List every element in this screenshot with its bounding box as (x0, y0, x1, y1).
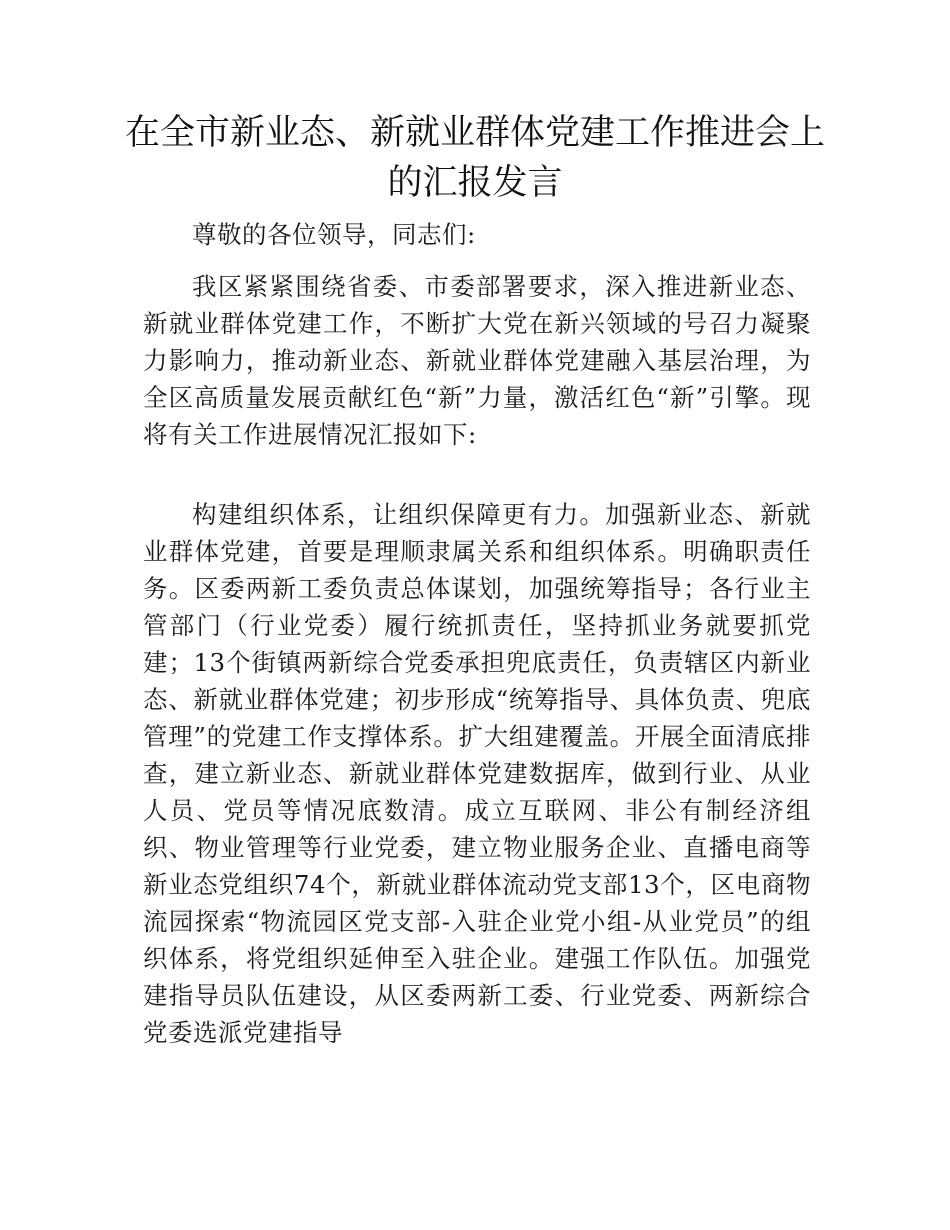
document-title (120, 108, 830, 208)
salutation: 尊敬的各位领导，同志们: (192, 220, 476, 249)
title-line-1: 在全市新业态、新就业群体党建工作推进会上 (124, 113, 825, 153)
title-line-2: 的汇报发言 (387, 163, 563, 203)
paragraph-intro: 我区紧紧围绕省委、市委部署要求，深入推进新业态、新就业群体党建工作，不断扩大党在新兴领域的号召力凝聚力影响力，推动新业态、新就业群体党建融入基层治理，为全区高质量发展贡献红色“新”力量，激活红色“新”引擎。现将有关工作进展情况汇报如下: (143, 272, 811, 449)
paragraph-organization-system: 构建组织体系，让组织保障更有力。加强新业态、新就业群体党建，首要是理顺隶属关系和组织体系。明确职责任务。区委两新工委负责总体谋划，加强统筹指导；各行业主管部门（行业党委）履行统抓责任，坚持抓业务就要抓党建；13个街镇两新综合党委承担兜底责任，负责辖区内新业态、新就业群体党建；初步形成“统筹指导、具体负责、兜底管理”的党建工作支撑体系。扩大组建覆盖。开展全面清底排查，建立新业态、新就业群体党建数据库，做到行业、从业人员、党员等情况底数清。成立互联网、非公有制经济组织、物业管理等行业党委，建立物业服务企业、直播电商等新业态党组织74个，新就业群体流动党支部13个，区电商物流园探索“物流园区党支部-入驻企业党小组-从业党员”的组织体系，将党组织延伸至入驻企业。建强工作队伍。加强党建指导员队伍建设，从区委两新工委、行业党委、两新综合党委选派党建指导 (143, 500, 811, 1047)
